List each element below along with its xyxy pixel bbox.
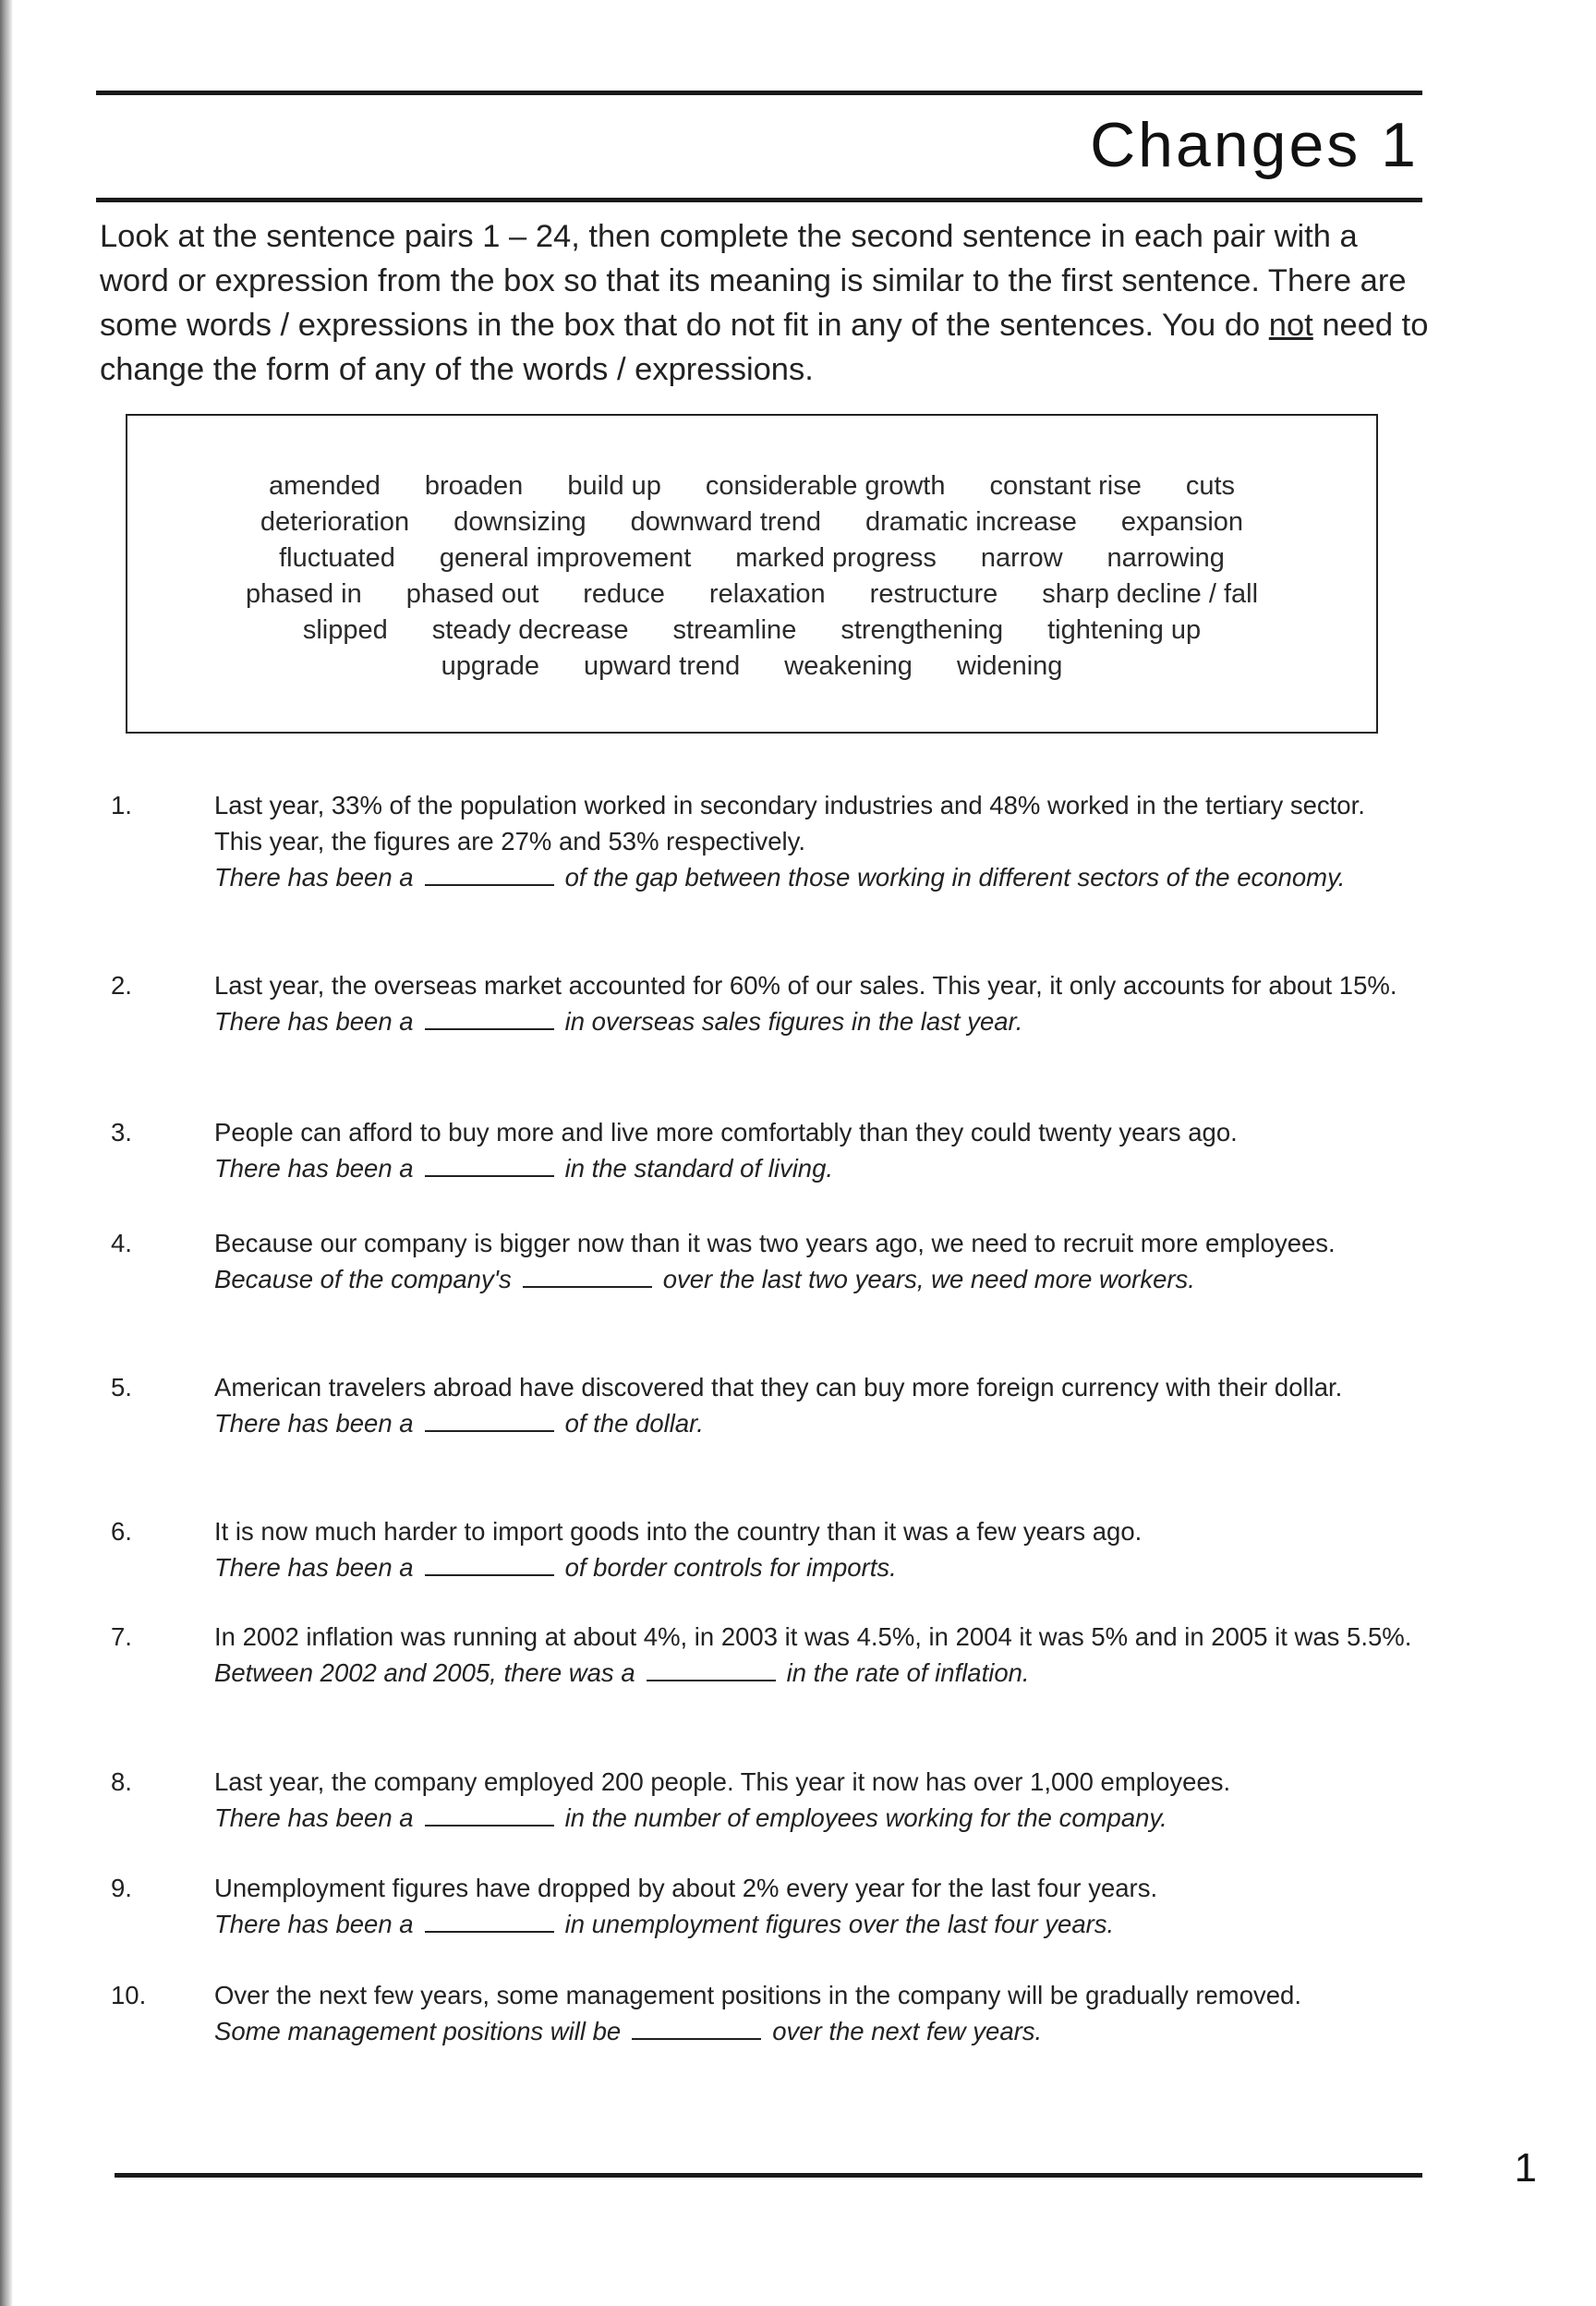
- answer-prefix: There has been a: [214, 863, 414, 892]
- item-answer: [214, 1549, 1415, 1585]
- answer-prefix: There has been a: [214, 1553, 414, 1582]
- word-option: upgrade: [441, 651, 539, 681]
- answer-suffix: of the dollar.: [564, 1409, 704, 1438]
- item-number: 3.: [111, 1118, 132, 1147]
- item-answer: [214, 1150, 1415, 1186]
- item-number: 5.: [111, 1373, 132, 1402]
- page-number: 1: [1514, 2145, 1537, 2191]
- item-question: Unemployment figures have dropped by about 2% every year for the last four years.: [214, 1874, 1158, 1902]
- word-option: considerable growth: [705, 471, 946, 501]
- word-option: general improvement: [439, 543, 692, 573]
- word-option: downward trend: [630, 507, 821, 537]
- item-answer: [214, 2013, 1415, 2049]
- answer-blank[interactable]: [425, 1027, 554, 1030]
- word-option: weakening: [784, 651, 913, 681]
- answer-blank[interactable]: [425, 1174, 554, 1177]
- item-answer: [214, 1261, 1415, 1297]
- answer-blank[interactable]: [425, 1429, 554, 1432]
- word-option: marked progress: [735, 543, 937, 573]
- page-spine-shadow: [0, 0, 13, 2306]
- item-body: [214, 1114, 1415, 1186]
- word-row: [127, 543, 1376, 574]
- word-option: restructure: [869, 579, 998, 609]
- word-option: cuts: [1185, 471, 1236, 501]
- item-question: Last year, the overseas market accounted for 60% of our sales. This year, it only accounts for about 15%.: [214, 971, 1397, 1000]
- item-body: [214, 1513, 1415, 1585]
- word-row: [127, 651, 1376, 682]
- answer-blank[interactable]: [425, 1573, 554, 1576]
- item-number: 1.: [111, 791, 132, 819]
- instructions: [100, 214, 1434, 392]
- answer-suffix: over the next few years.: [772, 2017, 1043, 2045]
- item-question: Last year, the company employed 200 people. This year it now has over 1,000 employees.: [214, 1767, 1231, 1796]
- answer-suffix: in the rate of inflation.: [786, 1658, 1030, 1687]
- word-option: expansion: [1120, 507, 1244, 537]
- item-question: People can afford to buy more and live more comfortably than they could twenty years ago.: [214, 1118, 1238, 1147]
- word-option: fluctuated: [279, 543, 395, 573]
- word-row: [127, 507, 1376, 538]
- item-answer: [214, 1655, 1415, 1691]
- item-answer: [214, 859, 1415, 895]
- answer-prefix: There has been a: [214, 1910, 414, 1938]
- item-answer: [214, 1003, 1415, 1039]
- word-option: downsizing: [453, 507, 586, 537]
- item-number: 8.: [111, 1767, 132, 1796]
- answer-blank[interactable]: [425, 1930, 554, 1933]
- word-option: reduce: [583, 579, 665, 609]
- item-body: [214, 1225, 1415, 1297]
- instructions-emphasis: not: [1268, 308, 1313, 343]
- item-body: [214, 1870, 1415, 1942]
- answer-blank[interactable]: [647, 1679, 776, 1681]
- answer-suffix: over the last two years, we need more workers.: [662, 1265, 1195, 1293]
- item-body: [214, 1369, 1415, 1441]
- item-number: 7.: [111, 1622, 132, 1651]
- word-option: constant rise: [989, 471, 1142, 501]
- item-question: American travelers abroad have discovered that they can buy more foreign currency with their dollar.: [214, 1373, 1343, 1402]
- word-option: sharp decline / fall: [1042, 579, 1259, 609]
- answer-prefix: There has been a: [214, 1803, 414, 1832]
- top-rule: [96, 91, 1422, 95]
- word-option: phased out: [405, 579, 539, 609]
- answer-blank[interactable]: [425, 1824, 554, 1827]
- answer-prefix: Some management positions will be: [214, 2017, 622, 2045]
- word-option: dramatic increase: [864, 507, 1077, 537]
- answer-blank[interactable]: [523, 1285, 652, 1288]
- answer-suffix: of the gap between those working in different sectors of the economy.: [564, 863, 1346, 892]
- item-answer: [214, 1800, 1415, 1836]
- word-row: [127, 615, 1376, 646]
- word-option: amended: [268, 471, 381, 501]
- item-number: 4.: [111, 1229, 132, 1257]
- answer-suffix: of border controls for imports.: [564, 1553, 897, 1582]
- item-body: [214, 1764, 1415, 1836]
- word-option: streamline: [672, 615, 797, 645]
- item-body: [214, 967, 1415, 1039]
- word-option: strengthening: [840, 615, 1004, 645]
- answer-prefix: Between 2002 and 2005, there was a: [214, 1658, 635, 1687]
- instructions-text-1: Look at the sentence pairs 1 – 24, then complete the second sentence in each pair with a word or expression from the box so that its meaning is similar to the first sentence. There are some words / expressions in the box that do not fit in any of the sentences. You do: [100, 219, 1407, 343]
- answer-suffix: in the number of employees working for the company.: [564, 1803, 1167, 1832]
- answer-suffix: in unemployment figures over the last four years.: [564, 1910, 1115, 1938]
- answer-suffix: in overseas sales figures in the last year.: [564, 1007, 1023, 1036]
- answer-prefix: Because of the company's: [214, 1265, 512, 1293]
- word-option: slipped: [302, 615, 388, 645]
- item-body: [214, 787, 1415, 895]
- word-option: steady decrease: [431, 615, 629, 645]
- item-answer: [214, 1405, 1415, 1441]
- item-number: 2.: [111, 971, 132, 1000]
- word-option: deterioration: [260, 507, 410, 537]
- answer-prefix: There has been a: [214, 1007, 414, 1036]
- word-row: [127, 579, 1376, 610]
- item-question: It is now much harder to import goods into the country than it was a few years ago.: [214, 1517, 1143, 1546]
- title-underline-rule: [96, 198, 1422, 202]
- word-option: narrow: [980, 543, 1063, 573]
- word-option: tightening up: [1047, 615, 1202, 645]
- item-number: 10.: [111, 1981, 147, 2009]
- item-question: Last year, 33% of the population worked in secondary industries and 48% worked in the tertiary sector. This year, the figures are 27% and 53% respectively.: [214, 791, 1365, 856]
- word-option: widening: [956, 651, 1063, 681]
- word-option: narrowing: [1106, 543, 1225, 573]
- answer-prefix: There has been a: [214, 1409, 414, 1438]
- word-option: upward trend: [584, 651, 741, 681]
- word-option: phased in: [245, 579, 362, 609]
- item-number: 6.: [111, 1517, 132, 1546]
- item-question: In 2002 inflation was running at about 4%, in 2003 it was 4.5%, in 2004 it was 5% and in 2005 it was 5.5%.: [214, 1622, 1412, 1651]
- word-box: [126, 414, 1378, 734]
- item-number: 9.: [111, 1874, 132, 1902]
- item-answer: [214, 1906, 1415, 1942]
- page-title: Changes 1: [1090, 110, 1419, 180]
- instructions-text-2: need to change the form of any of the words / expressions.: [100, 308, 1429, 387]
- answer-blank[interactable]: [425, 883, 554, 886]
- word-option: relaxation: [708, 579, 826, 609]
- word-option: build up: [567, 471, 661, 501]
- answer-prefix: There has been a: [214, 1154, 414, 1183]
- item-question: Over the next few years, some management positions in the company will be gradually removed.: [214, 1981, 1301, 2009]
- word-option: broaden: [424, 471, 524, 501]
- bottom-rule: [115, 2173, 1422, 2178]
- answer-suffix: in the standard of living.: [564, 1154, 834, 1183]
- item-body: [214, 1977, 1415, 2049]
- answer-blank[interactable]: [632, 2037, 761, 2040]
- item-question: Because our company is bigger now than it was two years ago, we need to recruit more employees.: [214, 1229, 1336, 1257]
- word-row: [127, 471, 1376, 502]
- item-body: [214, 1619, 1415, 1691]
